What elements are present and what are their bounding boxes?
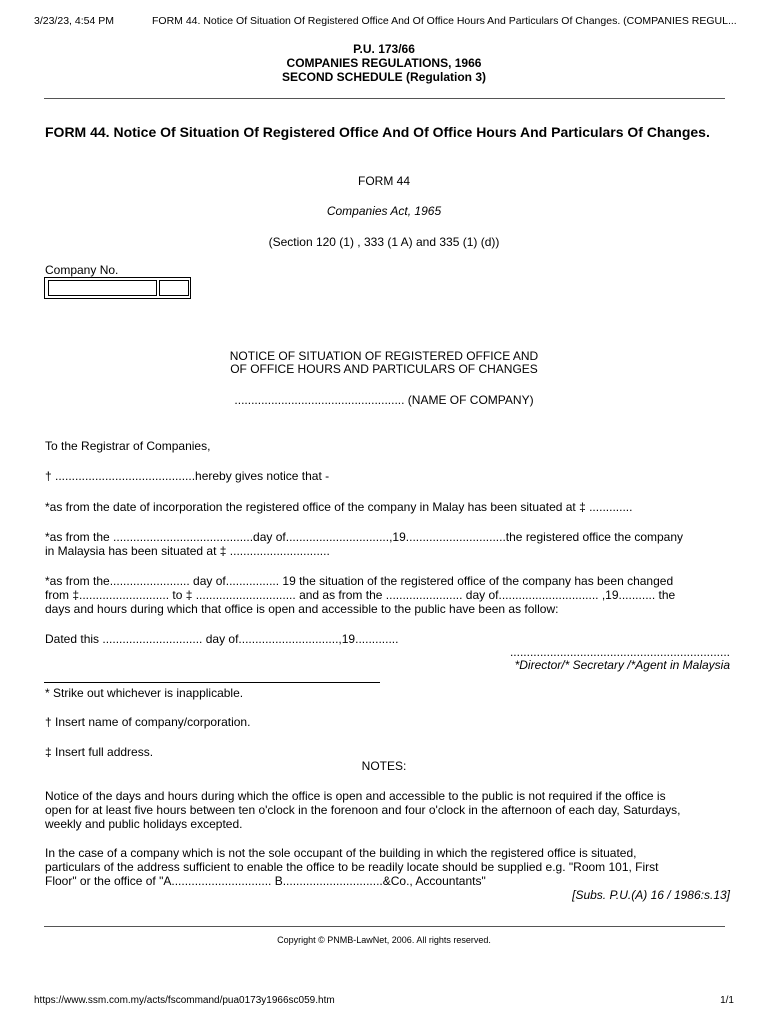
footnote-strike: * Strike out whichever is inapplicable. <box>45 686 244 700</box>
schedule-title: SECOND SCHEDULE (Regulation 3) <box>281 70 486 84</box>
as-from-paragraph-line1: *as from the ..........................................day of...............................,19..............................the registered office the company <box>45 530 684 544</box>
copyright-notice: Copyright © PNMB-LawNet, 2006. All rights reserved. <box>277 935 491 945</box>
print-page-title: FORM 44. Notice Of Situation Of Registered Office And Of Office Hours And Particulars Of Changes. (COMPANIES REGUL... <box>152 15 737 27</box>
print-datetime: 3/23/23, 4:54 PM <box>34 15 114 27</box>
amendment-citation: [Subs. P.U.(A) 16 / 1986:s.13] <box>572 888 730 902</box>
footnote-name: † Insert name of company/corporation. <box>45 715 251 729</box>
print-page-number: 1/1 <box>720 995 734 1006</box>
regulations-title: COMPANIES REGULATIONS, 1966 <box>286 56 482 70</box>
registrar-salutation: To the Registrar of Companies, <box>45 439 211 453</box>
signature-role: *Director/* Secretary /*Agent in Malaysia <box>514 658 730 672</box>
footnote-address: ‡ Insert full address. <box>45 745 154 759</box>
incorporation-paragraph: *as from the date of incorporation the registered office of the company in Malay has been situated at ‡ ............. <box>45 500 633 514</box>
footer-divider <box>44 926 725 927</box>
pu-number: P.U. 173/66 <box>353 42 415 56</box>
form-number: FORM 44 <box>357 174 410 188</box>
name-of-company: ................................................... (NAME OF COMPANY) <box>234 393 534 407</box>
note2-line2: particulars of the address sufficient to enable the office to be readily locate should be supplied e.g. "Room 101, First <box>45 860 659 874</box>
company-no-box[interactable] <box>44 277 191 299</box>
company-no-field[interactable] <box>48 280 157 296</box>
gives-notice-line: † ..........................................hereby gives notice that - <box>45 469 330 483</box>
note1-line3: weekly and public holidays excepted. <box>45 817 243 831</box>
note1-line1: Notice of the days and hours during which the office is open and accessible to the public is not required if the office is <box>45 789 666 803</box>
note2-line1: In the case of a company which is not the sole occupant of the building in which the registered office is situated, <box>45 846 637 860</box>
form-title: FORM 44. Notice Of Situation Of Registered Office And Of Office Hours And Particulars Of Changes. <box>45 124 710 140</box>
notes-title: NOTES: <box>361 759 407 773</box>
change-paragraph-line1: *as from the........................ day of................ 19 the situation of the registered office of the company has been changed <box>45 574 674 588</box>
signature-dots: .................................................................. <box>509 645 730 659</box>
footnote-divider <box>44 682 380 683</box>
company-no-check-field[interactable] <box>159 280 189 296</box>
dated-line: Dated this .............................. day of..............................,19............. <box>45 632 399 646</box>
header-divider <box>44 98 725 99</box>
change-paragraph-line3: days and hours during which that office is open and accessible to the public have been as follow: <box>45 602 559 616</box>
change-paragraph-line2: from ‡........................... to ‡ .............................. and as from the ....................... day of.............................. ,19........... the <box>45 588 676 602</box>
notice-title-line1: NOTICE OF SITUATION OF REGISTERED OFFICE AND <box>229 349 539 363</box>
print-url: https://www.ssm.com.my/acts/fscommand/pua0173y1966sc059.htm <box>34 995 335 1006</box>
act-name: Companies Act, 1965 <box>326 204 442 218</box>
as-from-paragraph-line2: in Malaysia has been situated at ‡ .............................. <box>45 544 330 558</box>
note1-line2: open for at least five hours between ten o'clock in the forenoon and four o'clock in the afternoon of each day, Saturdays, <box>45 803 681 817</box>
note2-line3: Floor" or the office of "A.............................. B..............................&Co., Accountants" <box>45 874 486 888</box>
company-no-label: Company No. <box>45 263 119 277</box>
notice-title-line2: OF OFFICE HOURS AND PARTICULARS OF CHANGES <box>230 362 538 376</box>
section-reference: (Section 120 (1) , 333 (1 A) and 335 (1) (d)) <box>268 235 500 249</box>
